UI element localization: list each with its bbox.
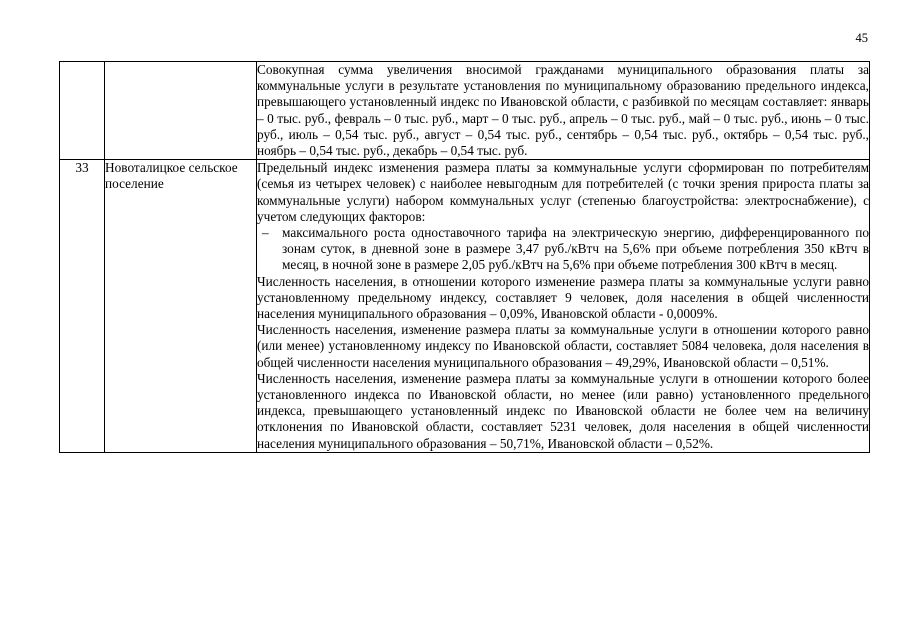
index-formation-paragraph: Предельный индекс изменения размера платы за коммунальные услуги сформирован по потребителям (семья из четырех человек) с наиболее невыгодным для потребителей (с точки зрения прироста платы за коммунальные услуги) набором коммунальных услуг (степенью благоустройства: электроснабжение), с учетом следующих факторов:	[257, 160, 869, 224]
municipality-name-cell: Новоталицкое сельское поселение	[105, 160, 257, 453]
population-paragraph-equal-limit: Численность населения, в отношении которого изменение размера платы за коммунальные услуги равно установленному предельному индексу, составляет 9 человек, доля населения в общей численности населения муниципального образования – 0,09%, Ивановской области - 0,0009%.	[257, 273, 869, 322]
page-number: 45	[855, 31, 868, 45]
population-paragraph-above-index: Численность населения, изменение размера платы за коммунальные услуги в отношении которого более установленного индекса по Ивановской области, но менее (или равно) установленного предельного индекса, превышающего установленный индекс по Ивановской области не более чем на величину отклонения по Ивановской области, составляет 5231 человек, доля населения в общей численности населения муниципального образования – 50,71%, Ивановской области – 0,52%.	[257, 370, 869, 451]
table-row	[60, 160, 870, 453]
row-number-cell: 33	[60, 160, 105, 453]
total-increase-paragraph: Совокупная сумма увеличения вносимой гражданами муниципального образования платы за коммунальные услуги в результате установления по муниципальному образованию предельного индекса, превышающего установленный индекс по Ивановской области, с разбивкой по месяцам составляет: январь – 0 тыс. руб., февраль – 0 тыс. руб., март – 0 тыс. руб., апрель – 0 тыс. руб., май – 0 тыс. руб., июнь – 0 тыс. руб., июль – 0,54 тыс. руб., август – 0,54 тыс. руб., сентябрь – 0,54 тыс. руб., октябрь – 0,54 тыс. руб., ноябрь – 0,54 тыс. руб., декабрь – 0,54 тыс. руб.	[257, 62, 869, 159]
document-table	[59, 61, 870, 453]
row-number-cell	[60, 62, 105, 160]
factor-text: максимального роста одноставочного тарифа на электрическую энергию, дифференцированного по зонам суток, в дневной зоне в размере 3,47 руб./кВтч на 5,6% при объеме потребления 350 кВтч в месяц, в ночной зоне в размере 2,05 руб./кВтч на 5,6% при объеме потребления 300 кВтч в месяц.	[282, 225, 869, 273]
description-cell	[257, 160, 870, 453]
factors-list	[257, 225, 869, 274]
municipality-name-cell	[105, 62, 257, 160]
table-row	[60, 62, 870, 160]
list-item	[262, 225, 869, 274]
bullet-dash: –	[262, 225, 269, 241]
description-cell	[257, 62, 870, 160]
population-paragraph-below-index: Численность населения, изменение размера платы за коммунальные услуги в отношении которого равно (или менее) установленному индексу по Ивановской области, составляет 5084 человека, доля населения в общей численности населения муниципального образования – 49,29%, Ивановской области – 0,51%.	[257, 322, 869, 370]
